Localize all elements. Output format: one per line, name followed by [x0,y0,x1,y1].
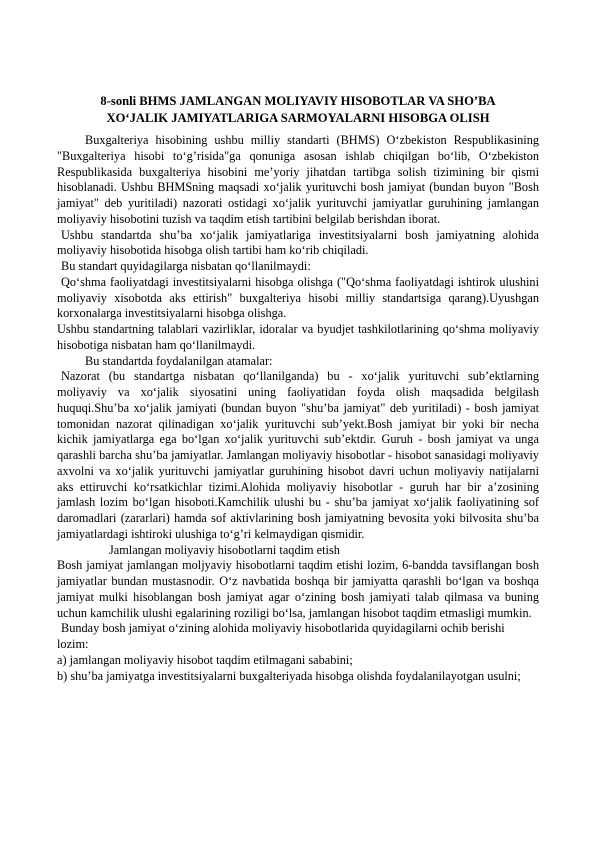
paragraph-presentation: Bosh jamiyat jamlangan moljyaviy hisobotlarni taqdim etishi lozim, 6-bandda tavsiflangan bosh jamiyatlar bundan mustasnodir. O‘z navbatida boshqa bir jamiyatta qarashli bo‘lgan va boshqa jamiyat mulki hisoblangan bosh jamiyat agar o‘zining bosh jamiyati talab qilmasa va buning uchun kamchilik ulushi egalarining roziligi bo‘lsa, jamlangan hisobot taqdim etmasligi mumkin. [57,558,539,620]
title-line-2: XO‘JALIK JAMIYATLARIGA SARMOYALARNI HISOBGA OLISH [106,111,490,125]
paragraph-exclusions-heading: Bu standart quyidagilarga nisbatan qo‘llanilmaydi: [61,259,311,273]
list-item-a: a) jamlangan moliyaviy hisobot taqdim etilmagani sababini; [57,652,353,667]
section-heading-presentation: Jamlangan moliyaviy hisobotlarni taqdim etish [109,542,340,557]
paragraph-requirements: Ushbu standartning talablari vazirliklar, idoralar va byudjet tashkilotlarining qo‘shma moliyaviy hisobotiga nisbatan ham qo‘llanilmaydi. [57,322,539,352]
title-line-1: 8-sonli BHMS JAMLANGAN MOLIYAVIY HISOBOTLAR VA SHO’BA [100,94,496,108]
paragraph-definitions: Nazorat (bu standartga nisbatan qo‘llanilganda) bu - xo‘jalik yurituvchi sub’ektlarning moliyaviy va xo‘jalik siyosatini uning faoliyatidan foyda olish maqsadida belgilash huquqi.Shu’ba xo‘jalik jamiyati (bundan buyon "shu’ba jamiyat" deb yuritiladi) - bosh jamiyat tomonidan nazorat qilinadigan xo‘jalik yurituvchi sub’yekt.Bosh jamiyat bir yoki bir necha kichik jamiyatlarga ega bo‘lgan xo‘jalik yurituvchi sub’ektdir. Guruh - bosh jamiyat va unga qarashli barcha shu’ba jamiyatlar. Jamlangan moliyaviy hisobotlar - hisobot sanasidagi moliyaviy axvolni va xo‘jalik yurituvchi jamiyatlar guruhining hisobot davri uchun moliyaviy natijalarni aks ettiruvchi ko‘rsatkichlar tizimi.Alohida moliyaviy hisobotlar - guruh har bir a’zosining jamlash lozim bo‘lgan hisoboti.Kamchilik ulushi bu - shu’ba jamiyat xo‘jalik faoliyatining sof daromadlari (zararlari) hamda sof aktivlarining bosh jamiyatning bevosita yoki bilvosita shu’ba jamiyatlardagi ishtiroki ulushiga to‘g’ri kelmaydigan qismidir. [57,369,539,541]
paragraph-disclosure-heading: Bunday bosh jamiyat o‘zining alohida moliyaviy hisobotlarida quyidagilarni ochib berishi lozim: [57,621,505,651]
paragraph-joint-activity: Qo‘shma faoliyatdagi investitsiyalarni hisobga olishga ("Qo‘shma faoliyatdagi ishtirok ulushini moliyaviy xisobotda aks ettirish" buxgalteriya hisobi milliy standartsiga qarang).Uyushgan korxonalarga investitsiyalarni hisobga olishga. [57,274,539,321]
paragraph-scope: Ushbu standartda shu’ba xo‘jalik jamiyatlariga investitsiyalarni bosh jamiyatning alohida moliyaviy hisobotida hisobga olish tartibi ham ko‘rib chiqiladi. [57,227,539,258]
document-title [60,93,536,127]
paragraph-intro: Buxgalteriya hisobining ushbu milliy standarti (BHMS) O‘zbekiston Respublikasining "Buxgalteriya hisobi to‘g’risida"ga qonuniga asosan ishlab chiqilgan bo‘lib, O‘zbekiston Respublikasida buxgalteriya hisobini me’yoriy jihatdan tartibga solish tizimining bir qismi hisoblanadi. Ushbu BHMSning maqsadi xo‘jalik yurituvchi bosh jamiyat (bundan buyon "Bosh jamiyat" deb yuritiladi) nazorati ostidagi xo‘jalik yurituvchi jamiyatlar guruhining jamlangan moliyaviy hisobotini tuzish va taqdim etish tartibini belgilab berishdan iborat. [57,133,539,226]
document-body [57,133,539,684]
paragraph-terms-heading: Bu standartda foydalanilgan atamalar: [85,353,273,368]
list-item-b: b) shu’ba jamiyatga investitsiyalarni buxgalteriyada hisobga olishda foydalanilayotgan usulni; [57,668,521,683]
